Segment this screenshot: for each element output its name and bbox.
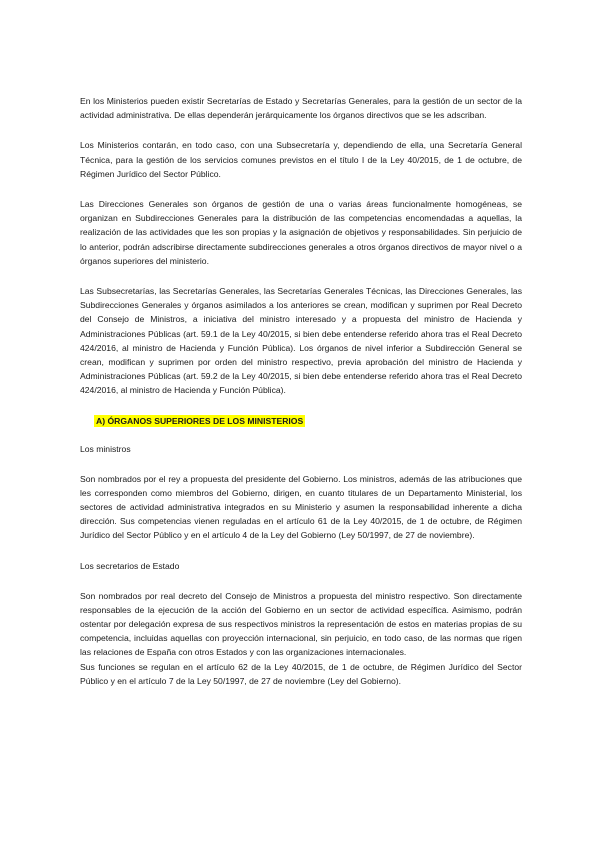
paragraph-secretarias: En los Ministerios pueden existir Secretarías de Estado y Secretarías Generales, para la gestión de un sector de la actividad administrativa. De ellas dependerán jerárquicamente los órganos directivos que se les adscriban. (80, 96, 522, 121)
paragraph-direcciones-generales: Las Direcciones Generales son órganos de gestión de una o varias áreas funcionalmente homogéneas, se organizan en Subdirecciones Generales para la distribución de las competencias encomendadas a aquellas, la realización de las actividades que les son propias y la asignación de objetivos y responsabilidades. Sin perjuicio de lo anterior, podrán adscribirse directamente subdirecciones generales a otros órganos directivos de mayor nivel o a órganos superiores del ministerio. (80, 199, 522, 266)
paragraph-subsecretaria: Los Ministerios contarán, en todo caso, con una Subsecretaría y, dependiendo de ella, una Secretaría General Técnica, para la gestión de los servicios comunes previstos en el título I de la Ley 40/2015, de 1 de octubre, de Régimen Jurídico del Sector Público. (80, 140, 522, 179)
paragraph-ministros: Son nombrados por el rey a propuesta del presidente del Gobierno. Los ministros, además de las atribuciones que les corresponden como miembros del Gobierno, dirigen, en cuanto titulares de un Departamento Ministerial, los sectores de actividad administrativa integrados en su Ministerio y asumen la responsabilidad inherente a dicha dirección. Sus competencias vienen reguladas en el artículo 61 de la Ley 40/2015, de 1 de octubre, de Régimen Jurídico del Sector Público y en el artículo 4 de la Ley del Gobierno (Ley 50/1997, de 27 de noviembre). (80, 473, 522, 541)
subheading-ministros: Los ministros (80, 443, 131, 454)
paragraph-secretarios-1: Son nombrados por real decreto del Consejo de Ministros a propuesta del ministro respectivo. Son directamente responsables de la ejecución de la acción del Gobierno en un sector de actividad específica. Asimismo, podrán ostentar por delegación expresa de sus respectivos ministros la representación de estos en materias propias de su competencia, incluidas aquellas con proyección internacional, sin perjuicio, en todo caso, de las normas que rigen las relaciones de España con otros Estados y con las organizaciones internacionales. (80, 590, 522, 658)
paragraph-creacion-organos: Las Subsecretarías, las Secretarías Generales, las Secretarías Generales Técnicas, las Direcciones Generales, las Subdirecciones Generales y órganos asimilados a los anteriores se crean, modifican y suprimen por Real Decreto del Consejo de Ministros, a iniciativa del ministro interesado y a propuesta del ministro de Hacienda y Administraciones Públicas (art. 59.1 de la Ley 40/2015, si bien debe entenderse referido ahora tras el Real Decreto 424/2016, al ministro de Hacienda y Función Pública). Los órganos de nivel inferior a Subdirección General se crean, modifican y suprimen por orden del ministro respectivo, previa aprobación del ministro de Hacienda y Administraciones Públicas (art. 59.2 de la Ley 40/2015, si bien debe entenderse referido ahora tras el Real Decreto 424/2016, al ministro de Hacienda y Función Pública). (80, 286, 522, 396)
paragraph-secretarios-2: Sus funciones se regulan en el artículo 62 de la Ley 40/2015, de 1 de octubre, de Régimen Jurídico del Sector Público y en el artículo 7 de la Ley 50/1997, de 27 de noviembre (Ley del Gobierno). (80, 661, 522, 686)
subheading-secretarios: Los secretarios de Estado (80, 560, 180, 571)
section-a-heading (94, 414, 522, 428)
highlighted-heading-text: A) ÓRGANOS SUPERIORES DE LOS MINISTERIOS (96, 415, 304, 426)
